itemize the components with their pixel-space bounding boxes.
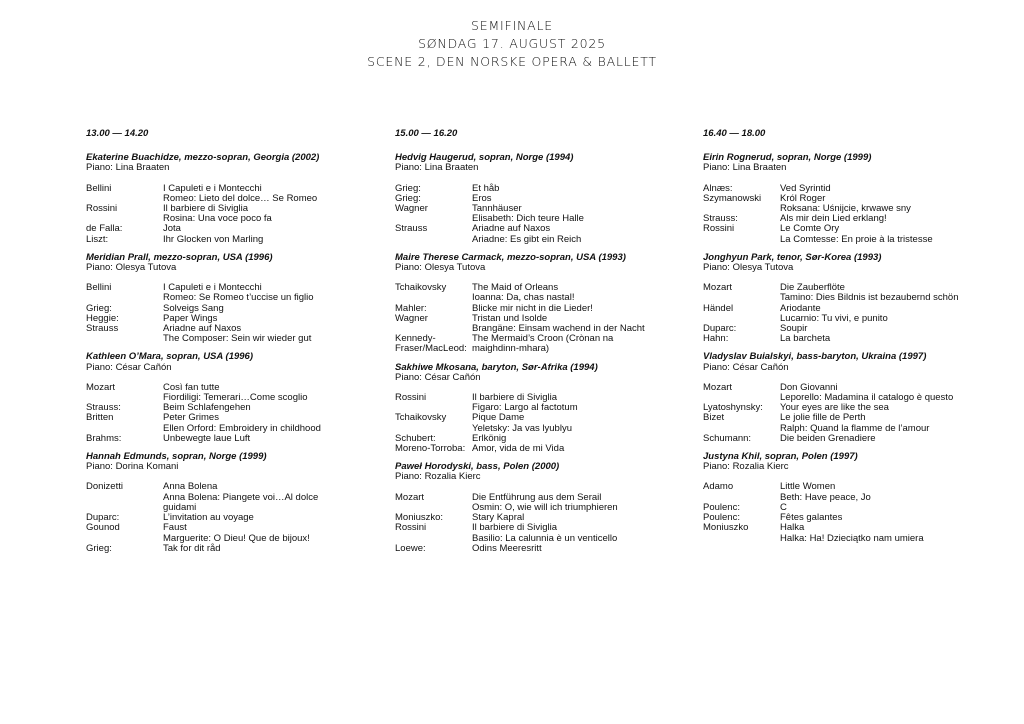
work-titles xyxy=(472,224,655,244)
performer-block xyxy=(86,253,346,345)
composer: Rossini xyxy=(86,203,118,215)
work-titles xyxy=(163,324,346,344)
composer: Händel xyxy=(703,302,734,314)
repertoire-item xyxy=(703,383,963,403)
singer-name: Maire Therese Carmack, mezzo-sopran, USA (1993) xyxy=(395,251,626,263)
work-title: Pique Dame xyxy=(472,412,525,424)
repertoire-item xyxy=(86,544,346,554)
work-title: Basilio: La calunnia è un venticello xyxy=(472,532,618,544)
singer-name: Paweł Horodyski, bass, Polen (2000) xyxy=(395,461,560,473)
repertoire-item xyxy=(86,434,346,444)
composer: Brahms: xyxy=(86,432,122,444)
performer-block xyxy=(86,452,346,554)
composer: Schubert: xyxy=(395,432,436,444)
singer-name: Vladyslav Buialskyi, bass-baryton, Ukraina (1997) xyxy=(703,351,927,363)
performer-block xyxy=(395,462,655,554)
repertoire-item xyxy=(86,204,346,224)
repertoire-item xyxy=(703,413,963,433)
work-title: The Mermaid’s Croon (Crònan na maighdinn-mhara) xyxy=(472,333,614,355)
repertoire-item xyxy=(395,194,655,204)
repertoire-item xyxy=(395,523,655,543)
work-title: Leporello: Madamina il catalogo è questo xyxy=(780,392,954,404)
repertoire-item xyxy=(703,194,963,214)
repertoire-item xyxy=(86,324,346,344)
repertoire-item xyxy=(703,224,963,244)
composer: Mozart xyxy=(395,491,425,503)
repertoire-item xyxy=(86,283,346,303)
composer: Grieg: xyxy=(86,542,112,554)
session-column-3 xyxy=(703,129,963,552)
repertoire-item xyxy=(703,482,963,502)
work-titles xyxy=(780,194,963,214)
work-title: Romeo: Se Romeo t’uccise un figlio xyxy=(163,292,314,304)
singer-name: Sakhiwe Mkosana, baryton, Sør-Afrika (1994) xyxy=(395,361,598,373)
work-title: Beth: Have peace, Jo xyxy=(780,491,871,503)
work-title: Yeletsky: Ja vas lyublyu xyxy=(472,422,572,434)
work-title: Ellen Orford: Embroidery in childhood xyxy=(163,422,321,434)
repertoire-item xyxy=(703,324,963,334)
composer: Duparc: xyxy=(703,323,737,335)
work-title: I Capuleti e i Montecchi xyxy=(163,282,262,294)
work-titles xyxy=(472,393,655,413)
work-title: Blicke mir nicht in die Lieder! xyxy=(472,302,593,314)
work-title: Eros xyxy=(472,192,492,204)
repertoire-item xyxy=(395,314,655,334)
work-title: Brangäne: Einsam wachend in der Nacht xyxy=(472,323,645,335)
composer: Moniuszko: xyxy=(395,512,444,524)
work-titles xyxy=(780,523,963,543)
event-date: SØNDAG 17. AUGUST 2025 xyxy=(418,36,606,51)
work-title: Your eyes are like the sea xyxy=(780,402,889,414)
work-title: Così fan tutte xyxy=(163,381,220,393)
work-titles xyxy=(472,413,655,433)
composer: Moreno-Torroba: xyxy=(395,443,466,455)
pianist: Piano: Lina Braaten xyxy=(703,162,787,174)
pianist: Piano: Lina Braaten xyxy=(395,162,479,174)
pianist: Piano: Olesya Tutova xyxy=(395,262,486,274)
work-titles xyxy=(472,314,655,334)
work-titles xyxy=(780,283,963,303)
composer: Strauss xyxy=(395,223,428,235)
composer: Wagner xyxy=(395,203,428,215)
work-title: Ralph: Quand la flamme de l’amour xyxy=(780,422,930,434)
work-title: Ariadne auf Naxos xyxy=(472,223,551,235)
pianist: Piano: Rozalia Kierc xyxy=(395,471,481,483)
work-title: Die beiden Grenadiere xyxy=(780,432,876,444)
performer-block xyxy=(395,253,655,355)
work-title: Marguerite: O Dieu! Que de bijoux! xyxy=(163,532,310,544)
work-title: Beim Schlafengehen xyxy=(163,402,251,414)
work-titles xyxy=(163,513,346,523)
work-titles xyxy=(472,283,655,303)
work-titles xyxy=(163,523,346,543)
work-title: Ariadne auf Naxos xyxy=(163,323,242,335)
work-title: Lucarnio: Tu vivi, e punito xyxy=(780,312,888,324)
composer: Lyatoshynsky: xyxy=(703,402,763,414)
composer: Gounod xyxy=(86,522,120,534)
work-title: Osmin: O, wie will ich triumphieren xyxy=(472,501,618,513)
work-title: Tristan und Isolde xyxy=(472,312,548,324)
work-titles xyxy=(472,523,655,543)
work-title: I Capuleti e i Montecchi xyxy=(163,182,262,194)
composer: de Falla: xyxy=(86,223,123,235)
work-title: Rosina: Una voce poco fa xyxy=(163,213,272,225)
repertoire-item xyxy=(703,283,963,303)
performer-block xyxy=(395,153,655,245)
composer: Grieg: xyxy=(395,182,421,194)
repertoire-item xyxy=(86,413,346,433)
repertoire-item xyxy=(703,304,963,324)
composer: Heggie: xyxy=(86,312,119,324)
work-titles xyxy=(472,444,655,454)
pianist: Piano: Olesya Tutova xyxy=(703,262,794,274)
work-title: Faust xyxy=(163,522,187,534)
work-title: Little Women xyxy=(780,481,836,493)
page-header xyxy=(0,17,1024,71)
work-title: C xyxy=(780,501,787,513)
composer: Mozart xyxy=(703,381,733,393)
work-title: Ioanna: Da, chas nastal! xyxy=(472,292,575,304)
work-title: Als mir dein Lied erklang! xyxy=(780,213,887,225)
repertoire-item xyxy=(86,513,346,523)
work-titles xyxy=(472,184,655,194)
repertoire-item xyxy=(395,334,655,354)
performer-block xyxy=(86,153,346,245)
work-title: Et håb xyxy=(472,182,500,194)
work-title: Anna Bolena: Piangete voi…Al dolce guidami xyxy=(163,491,319,513)
repertoire-item xyxy=(395,493,655,513)
composer: Bizet xyxy=(703,412,725,424)
work-title: Stary Kapral xyxy=(472,512,525,524)
work-title: Anna Bolena xyxy=(163,481,218,493)
performer-block xyxy=(395,363,655,455)
composer: Bellini xyxy=(86,282,112,294)
composer: Britten xyxy=(86,412,114,424)
repertoire-item xyxy=(86,383,346,403)
page-title: SEMIFINALE xyxy=(471,18,553,33)
composer: Mozart xyxy=(86,381,116,393)
work-titles xyxy=(163,482,346,513)
work-titles xyxy=(472,493,655,513)
work-title: Halka xyxy=(780,522,805,534)
work-title: Tamino: Dies Bildnis ist bezaubernd schön xyxy=(780,292,959,304)
repertoire-item xyxy=(86,482,346,513)
repertoire-item xyxy=(86,235,346,245)
work-title: Amor, vida de mi Vida xyxy=(472,443,565,455)
work-title: Don Giovanni xyxy=(780,381,838,393)
work-title: Solveigs Sang xyxy=(163,302,224,314)
repertoire-item xyxy=(703,523,963,543)
work-titles xyxy=(780,413,963,433)
event-venue: SCENE 2, DEN NORSKE OPERA & BALLETT xyxy=(367,54,657,69)
singer-name: Ekaterine Buachidze, mezzo-sopran, Georgia (2002) xyxy=(86,152,320,164)
work-titles xyxy=(472,544,655,554)
pianist: Piano: César Cañón xyxy=(86,361,172,373)
work-title: Fêtes galantes xyxy=(780,512,843,524)
singer-name: Meridian Prall, mezzo-sopran, USA (1996) xyxy=(86,251,273,263)
work-title: Jota xyxy=(163,223,181,235)
work-title: Figaro: Largo al factotum xyxy=(472,402,578,414)
work-title: La barcheta xyxy=(780,333,831,345)
session-time: 16.40 — 18.00 xyxy=(703,128,766,139)
repertoire-item xyxy=(395,413,655,433)
work-titles xyxy=(163,413,346,433)
composer: Grieg: xyxy=(395,192,421,204)
work-title: Tak for dit råd xyxy=(163,542,221,554)
composer: Donizetti xyxy=(86,481,123,493)
work-title: Ariadne: Es gibt ein Reich xyxy=(472,233,582,245)
work-title: La Comtesse: En proie à la tristesse xyxy=(780,233,933,245)
composer: Kennedy-Fraser/MacLeod: xyxy=(395,333,467,355)
work-title: The Composer: Sein wir wieder gut xyxy=(163,333,312,345)
pianist: Piano: Dorina Komani xyxy=(86,461,179,473)
singer-name: Eirin Rognerud, sopran, Norge (1999) xyxy=(703,152,872,164)
pianist: Piano: Rozalia Kierc xyxy=(703,461,789,473)
work-title: Die Zauberflöte xyxy=(780,282,845,294)
work-title: Il barbiere di Siviglia xyxy=(472,522,558,534)
work-title: Fiordiligi: Temerari…Come scoglio xyxy=(163,392,308,404)
repertoire-item xyxy=(86,184,346,204)
work-title: Roksana: Uśnijcie, krwawe sny xyxy=(780,203,911,215)
work-titles xyxy=(780,304,963,324)
performer-block xyxy=(703,452,963,544)
repertoire-item xyxy=(395,544,655,554)
composer: Loewe: xyxy=(395,542,426,554)
work-titles xyxy=(163,434,346,444)
pianist: Piano: Lina Braaten xyxy=(86,162,170,174)
singer-name: Jonghyun Park, tenor, Sør-Korea (1993) xyxy=(703,251,882,263)
composer: Moniuszko xyxy=(703,522,749,534)
session-column-2 xyxy=(395,129,655,562)
work-title: Il barbiere di Siviglia xyxy=(472,392,558,404)
work-title: Odins Meeresritt xyxy=(472,542,542,554)
repertoire-item xyxy=(395,224,655,244)
repertoire-item xyxy=(395,184,655,194)
composer: Rossini xyxy=(703,223,735,235)
work-title: Soupir xyxy=(780,323,808,335)
composer: Mozart xyxy=(703,282,733,294)
composer: Rossini xyxy=(395,392,427,404)
pianist: Piano: Olesya Tutova xyxy=(86,262,177,274)
composer: Bellini xyxy=(86,182,112,194)
composer: Tchaikovsky xyxy=(395,282,447,294)
work-titles xyxy=(163,184,346,204)
work-title: Ariodante xyxy=(780,302,821,314)
repertoire-item xyxy=(703,434,963,444)
composer: Poulenc: xyxy=(703,512,740,524)
work-title: Die Entführung aus dem Serail xyxy=(472,491,602,503)
work-title: Il barbiere di Siviglia xyxy=(163,203,249,215)
pianist: Piano: César Cañón xyxy=(703,361,789,373)
work-title: Erlkönig xyxy=(472,432,507,444)
work-title: Król Roger xyxy=(780,192,826,204)
work-titles xyxy=(163,544,346,554)
work-titles xyxy=(472,204,655,224)
composer: Mahler: xyxy=(395,302,427,314)
work-titles xyxy=(780,334,963,344)
work-title: Elisabeth: Dich teure Halle xyxy=(472,213,584,225)
composer: Alnæs: xyxy=(703,182,733,194)
composer: Wagner xyxy=(395,312,428,324)
work-titles xyxy=(163,383,346,403)
work-title: Unbewegte laue Luft xyxy=(163,432,251,444)
composer: Szymanowski xyxy=(703,192,762,204)
performer-block xyxy=(703,352,963,444)
pianist: Piano: César Cañón xyxy=(395,371,481,383)
work-title: Le Comte Ory xyxy=(780,223,840,235)
repertoire-item xyxy=(86,523,346,543)
repertoire-item xyxy=(395,393,655,413)
composer: Tchaikovsky xyxy=(395,412,447,424)
work-title: Le jolie fille de Perth xyxy=(780,412,866,424)
work-titles xyxy=(780,513,963,523)
repertoire-item xyxy=(395,204,655,224)
performer-block xyxy=(86,352,346,444)
composer: Duparc: xyxy=(86,512,120,524)
work-title: The Maid of Orleans xyxy=(472,282,559,294)
composer: Poulenc: xyxy=(703,501,740,513)
singer-name: Kathleen O’Mara, sopran, USA (1996) xyxy=(86,351,254,363)
repertoire-item xyxy=(395,283,655,303)
composer: Schumann: xyxy=(703,432,752,444)
work-titles xyxy=(163,204,346,224)
performer-block xyxy=(703,153,963,245)
session-time: 15.00 — 16.20 xyxy=(395,128,458,139)
work-title: Romeo: Lieto del dolce… Se Romeo xyxy=(163,192,318,204)
work-title: Halka: Ha! Dzieciątko nam umiera xyxy=(780,532,924,544)
work-titles xyxy=(163,235,346,245)
composer: Grieg: xyxy=(86,302,112,314)
work-titles xyxy=(780,383,963,403)
work-titles xyxy=(780,434,963,444)
session-column-1 xyxy=(86,129,346,562)
work-title: Paper Wings xyxy=(163,312,218,324)
composer: Hahn: xyxy=(703,333,729,345)
session-time: 13.00 — 14.20 xyxy=(86,128,149,139)
composer: Strauss: xyxy=(86,402,121,414)
composer: Strauss xyxy=(86,323,119,335)
work-title: L’invitation au voyage xyxy=(163,512,254,524)
work-title: Ved Syrintid xyxy=(780,182,831,194)
work-title: Peter Grimes xyxy=(163,412,219,424)
work-titles xyxy=(780,482,963,502)
work-titles xyxy=(780,224,963,244)
singer-name: Hannah Edmunds, sopran, Norge (1999) xyxy=(86,451,267,463)
singer-name: Justyna Khil, sopran, Polen (1997) xyxy=(703,451,858,463)
work-title: Ihr Glocken von Marling xyxy=(163,233,264,245)
composer: Adamo xyxy=(703,481,734,493)
work-titles xyxy=(163,283,346,303)
work-title: Tannhäuser xyxy=(472,203,522,215)
composer: Strauss: xyxy=(703,213,738,225)
repertoire-item xyxy=(395,444,655,454)
singer-name: Hedvig Haugerud, sopran, Norge (1994) xyxy=(395,152,574,164)
composer: Liszt: xyxy=(86,233,109,245)
performer-block xyxy=(703,253,963,345)
repertoire-item xyxy=(703,334,963,344)
work-titles xyxy=(472,334,655,354)
composer: Rossini xyxy=(395,522,427,534)
